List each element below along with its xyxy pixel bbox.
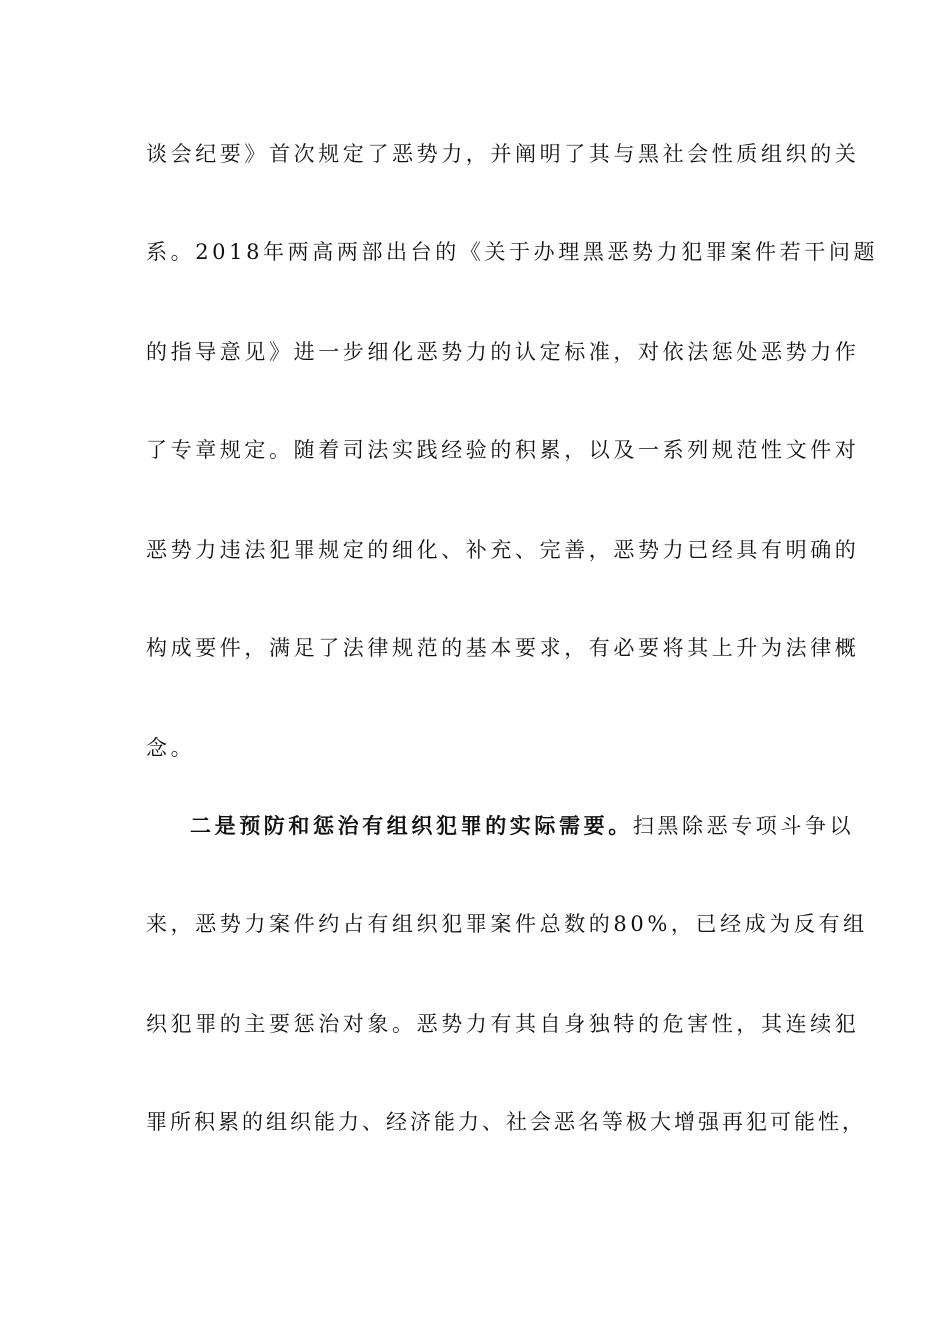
paragraph-line-text: 扫黑除恶专项斗争以 <box>632 814 855 838</box>
paragraph-line: 念。 <box>146 736 196 760</box>
paragraph-line: 罪所积累的组织能力、经济能力、社会恶名等极大增强再犯可能性， <box>146 1110 866 1134</box>
paragraph-line: 系。2018年两高两部出台的《关于办理黑恶势力犯罪案件若干问题 <box>146 240 879 264</box>
paragraph-line: 了专章规定。随着司法实践经验的积累，以及一系列规范性文件对 <box>146 438 860 462</box>
paragraph-line: 恶势力违法犯罪规定的细化、补充、完善，恶势力已经具有明确的 <box>146 538 860 562</box>
paragraph-heading: 二是预防和惩治有组织犯罪的实际需要。 <box>190 813 633 838</box>
paragraph-line: 来，恶势力案件约占有组织犯罪案件总数的80%，已经成为反有组 <box>146 912 868 936</box>
paragraph-line: 构成要件，满足了法律规范的基本要求，有必要将其上升为法律概 <box>146 636 860 660</box>
paragraph-line: 谈会纪要》首次规定了恶势力，并阐明了其与黑社会性质组织的关 <box>146 142 860 166</box>
paragraph-line: 的指导意见》进一步细化恶势力的认定标准，对依法惩处恶势力作 <box>146 340 860 364</box>
paragraph-line: 织犯罪的主要惩治对象。恶势力有其自身独特的危害性，其连续犯 <box>146 1012 860 1036</box>
paragraph-first-line <box>190 812 855 840</box>
